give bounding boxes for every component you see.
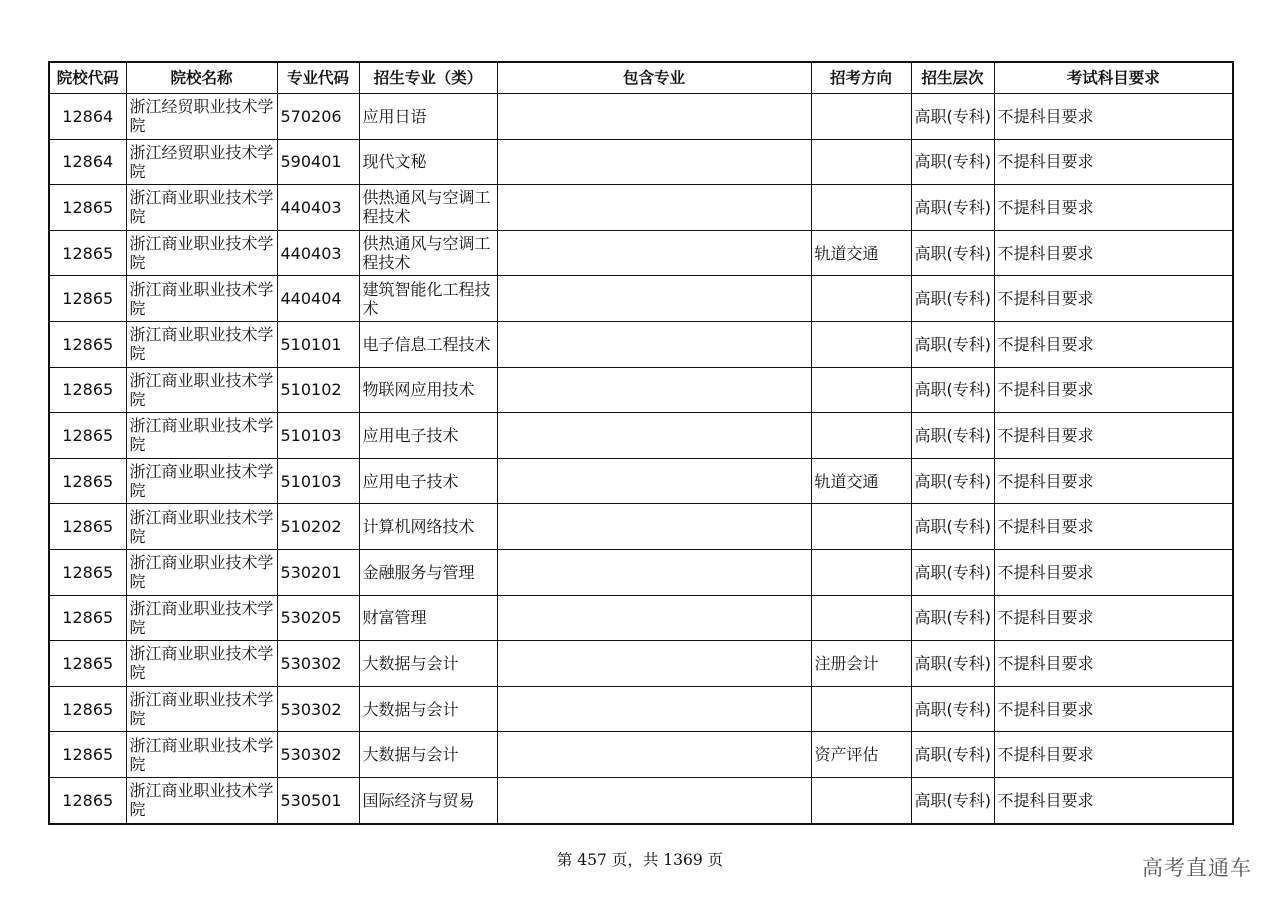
cell-school-name: 浙江经贸职业技术学院	[126, 94, 277, 140]
cell-level: 高职(专科)	[911, 321, 994, 367]
header-included-majors: 包含专业	[497, 62, 811, 94]
cell-major: 金融服务与管理	[359, 549, 497, 595]
cell-subject-requirement: 不提科目要求	[994, 732, 1233, 778]
enrollment-table	[48, 61, 1234, 825]
watermark: 高考直通车	[1142, 856, 1252, 880]
cell-school-code: 12864	[49, 94, 126, 140]
cell-school-code: 12864	[49, 139, 126, 185]
cell-subject-requirement: 不提科目要求	[994, 777, 1233, 823]
cell-school-name: 浙江商业职业技术学院	[126, 276, 277, 322]
cell-major: 供热通风与空调工程技术	[359, 185, 497, 231]
table-row	[49, 367, 1233, 413]
cell-included-majors	[497, 230, 811, 276]
cell-major: 应用电子技术	[359, 413, 497, 459]
cell-school-name: 浙江商业职业技术学院	[126, 732, 277, 778]
cell-major: 电子信息工程技术	[359, 321, 497, 367]
cell-school-name: 浙江商业职业技术学院	[126, 230, 277, 276]
cell-school-code: 12865	[49, 413, 126, 459]
cell-level: 高职(专科)	[911, 458, 994, 504]
cell-school-name: 浙江商业职业技术学院	[126, 641, 277, 687]
cell-school-code: 12865	[49, 595, 126, 641]
cell-level: 高职(专科)	[911, 276, 994, 322]
cell-school-name: 浙江商业职业技术学院	[126, 686, 277, 732]
table-row	[49, 732, 1233, 778]
table-row	[49, 777, 1233, 823]
header-school-name: 院校名称	[126, 62, 277, 94]
cell-major-code: 530302	[277, 641, 359, 687]
cell-major: 大数据与会计	[359, 732, 497, 778]
table-row	[49, 185, 1233, 231]
header-major: 招生专业（类）	[359, 62, 497, 94]
cell-direction	[811, 549, 911, 595]
cell-included-majors	[497, 732, 811, 778]
cell-subject-requirement: 不提科目要求	[994, 94, 1233, 140]
table-row	[49, 641, 1233, 687]
header-row	[49, 62, 1233, 94]
cell-major-code: 530201	[277, 549, 359, 595]
cell-direction	[811, 686, 911, 732]
cell-level: 高职(专科)	[911, 230, 994, 276]
cell-school-name: 浙江商业职业技术学院	[126, 549, 277, 595]
cell-school-code: 12865	[49, 185, 126, 231]
cell-included-majors	[497, 413, 811, 459]
page-number: 第 457 页，共 1369 页	[556, 851, 724, 869]
cell-major-code: 510202	[277, 504, 359, 550]
cell-included-majors	[497, 321, 811, 367]
cell-level: 高职(专科)	[911, 595, 994, 641]
cell-level: 高职(专科)	[911, 549, 994, 595]
cell-school-code: 12865	[49, 549, 126, 595]
cell-included-majors	[497, 276, 811, 322]
cell-subject-requirement: 不提科目要求	[994, 641, 1233, 687]
cell-major: 大数据与会计	[359, 686, 497, 732]
cell-major-code: 510102	[277, 367, 359, 413]
cell-included-majors	[497, 549, 811, 595]
cell-school-code: 12865	[49, 276, 126, 322]
cell-major: 财富管理	[359, 595, 497, 641]
cell-major: 应用日语	[359, 94, 497, 140]
cell-major-code: 440403	[277, 230, 359, 276]
cell-major: 供热通风与空调工程技术	[359, 230, 497, 276]
cell-direction	[811, 367, 911, 413]
cell-school-code: 12865	[49, 732, 126, 778]
cell-school-name: 浙江商业职业技术学院	[126, 504, 277, 550]
cell-subject-requirement: 不提科目要求	[994, 413, 1233, 459]
table-row	[49, 139, 1233, 185]
cell-direction: 注册会计	[811, 641, 911, 687]
cell-direction: 资产评估	[811, 732, 911, 778]
table-row	[49, 321, 1233, 367]
cell-level: 高职(专科)	[911, 777, 994, 823]
cell-major: 建筑智能化工程技术	[359, 276, 497, 322]
cell-major-code: 530205	[277, 595, 359, 641]
table-row	[49, 413, 1233, 459]
cell-subject-requirement: 不提科目要求	[994, 321, 1233, 367]
cell-subject-requirement: 不提科目要求	[994, 549, 1233, 595]
header-direction: 招考方向	[811, 62, 911, 94]
header-school-code: 院校代码	[49, 62, 126, 94]
table-row	[49, 94, 1233, 140]
cell-major: 国际经济与贸易	[359, 777, 497, 823]
cell-major: 计算机网络技术	[359, 504, 497, 550]
cell-major-code: 590401	[277, 139, 359, 185]
table-row	[49, 549, 1233, 595]
cell-major-code: 570206	[277, 94, 359, 140]
cell-school-code: 12865	[49, 458, 126, 504]
cell-level: 高职(专科)	[911, 413, 994, 459]
cell-included-majors	[497, 595, 811, 641]
cell-school-code: 12865	[49, 504, 126, 550]
cell-included-majors	[497, 641, 811, 687]
cell-direction	[811, 276, 911, 322]
cell-level: 高职(专科)	[911, 185, 994, 231]
cell-major: 大数据与会计	[359, 641, 497, 687]
cell-major-code: 440403	[277, 185, 359, 231]
cell-major-code: 510103	[277, 458, 359, 504]
cell-school-code: 12865	[49, 230, 126, 276]
cell-school-name: 浙江商业职业技术学院	[126, 413, 277, 459]
cell-school-name: 浙江经贸职业技术学院	[126, 139, 277, 185]
cell-school-code: 12865	[49, 777, 126, 823]
cell-school-name: 浙江商业职业技术学院	[126, 367, 277, 413]
cell-level: 高职(专科)	[911, 641, 994, 687]
cell-major-code: 530302	[277, 686, 359, 732]
cell-school-name: 浙江商业职业技术学院	[126, 458, 277, 504]
cell-subject-requirement: 不提科目要求	[994, 458, 1233, 504]
table-row	[49, 595, 1233, 641]
cell-direction	[811, 94, 911, 140]
cell-major-code: 530501	[277, 777, 359, 823]
cell-major-code: 510101	[277, 321, 359, 367]
cell-level: 高职(专科)	[911, 686, 994, 732]
cell-level: 高职(专科)	[911, 732, 994, 778]
cell-direction	[811, 777, 911, 823]
cell-school-name: 浙江商业职业技术学院	[126, 321, 277, 367]
cell-subject-requirement: 不提科目要求	[994, 230, 1233, 276]
cell-school-name: 浙江商业职业技术学院	[126, 595, 277, 641]
cell-direction	[811, 321, 911, 367]
cell-subject-requirement: 不提科目要求	[994, 504, 1233, 550]
header-major-code: 专业代码	[277, 62, 359, 94]
table-row	[49, 504, 1233, 550]
cell-included-majors	[497, 94, 811, 140]
cell-school-code: 12865	[49, 686, 126, 732]
table-row	[49, 276, 1233, 322]
cell-school-code: 12865	[49, 321, 126, 367]
cell-school-code: 12865	[49, 367, 126, 413]
cell-subject-requirement: 不提科目要求	[994, 276, 1233, 322]
cell-included-majors	[497, 504, 811, 550]
cell-major-code: 510103	[277, 413, 359, 459]
header-subject-requirement: 考试科目要求	[994, 62, 1233, 94]
cell-subject-requirement: 不提科目要求	[994, 686, 1233, 732]
table-row	[49, 686, 1233, 732]
cell-direction	[811, 595, 911, 641]
cell-subject-requirement: 不提科目要求	[994, 185, 1233, 231]
cell-subject-requirement: 不提科目要求	[994, 595, 1233, 641]
cell-level: 高职(专科)	[911, 367, 994, 413]
cell-included-majors	[497, 185, 811, 231]
cell-school-code: 12865	[49, 641, 126, 687]
table-row	[49, 458, 1233, 504]
cell-subject-requirement: 不提科目要求	[994, 367, 1233, 413]
cell-school-name: 浙江商业职业技术学院	[126, 777, 277, 823]
cell-included-majors	[497, 777, 811, 823]
cell-included-majors	[497, 367, 811, 413]
cell-direction	[811, 139, 911, 185]
cell-major-code: 530302	[277, 732, 359, 778]
cell-level: 高职(专科)	[911, 139, 994, 185]
cell-direction	[811, 413, 911, 459]
cell-level: 高职(专科)	[911, 94, 994, 140]
cell-major: 应用电子技术	[359, 458, 497, 504]
cell-included-majors	[497, 458, 811, 504]
cell-major: 现代文秘	[359, 139, 497, 185]
cell-direction: 轨道交通	[811, 458, 911, 504]
cell-subject-requirement: 不提科目要求	[994, 139, 1233, 185]
cell-school-name: 浙江商业职业技术学院	[126, 185, 277, 231]
cell-major-code: 440404	[277, 276, 359, 322]
cell-direction	[811, 185, 911, 231]
cell-direction	[811, 504, 911, 550]
cell-included-majors	[497, 139, 811, 185]
cell-included-majors	[497, 686, 811, 732]
table-row	[49, 230, 1233, 276]
cell-level: 高职(专科)	[911, 504, 994, 550]
cell-major: 物联网应用技术	[359, 367, 497, 413]
header-level: 招生层次	[911, 62, 994, 94]
cell-direction: 轨道交通	[811, 230, 911, 276]
